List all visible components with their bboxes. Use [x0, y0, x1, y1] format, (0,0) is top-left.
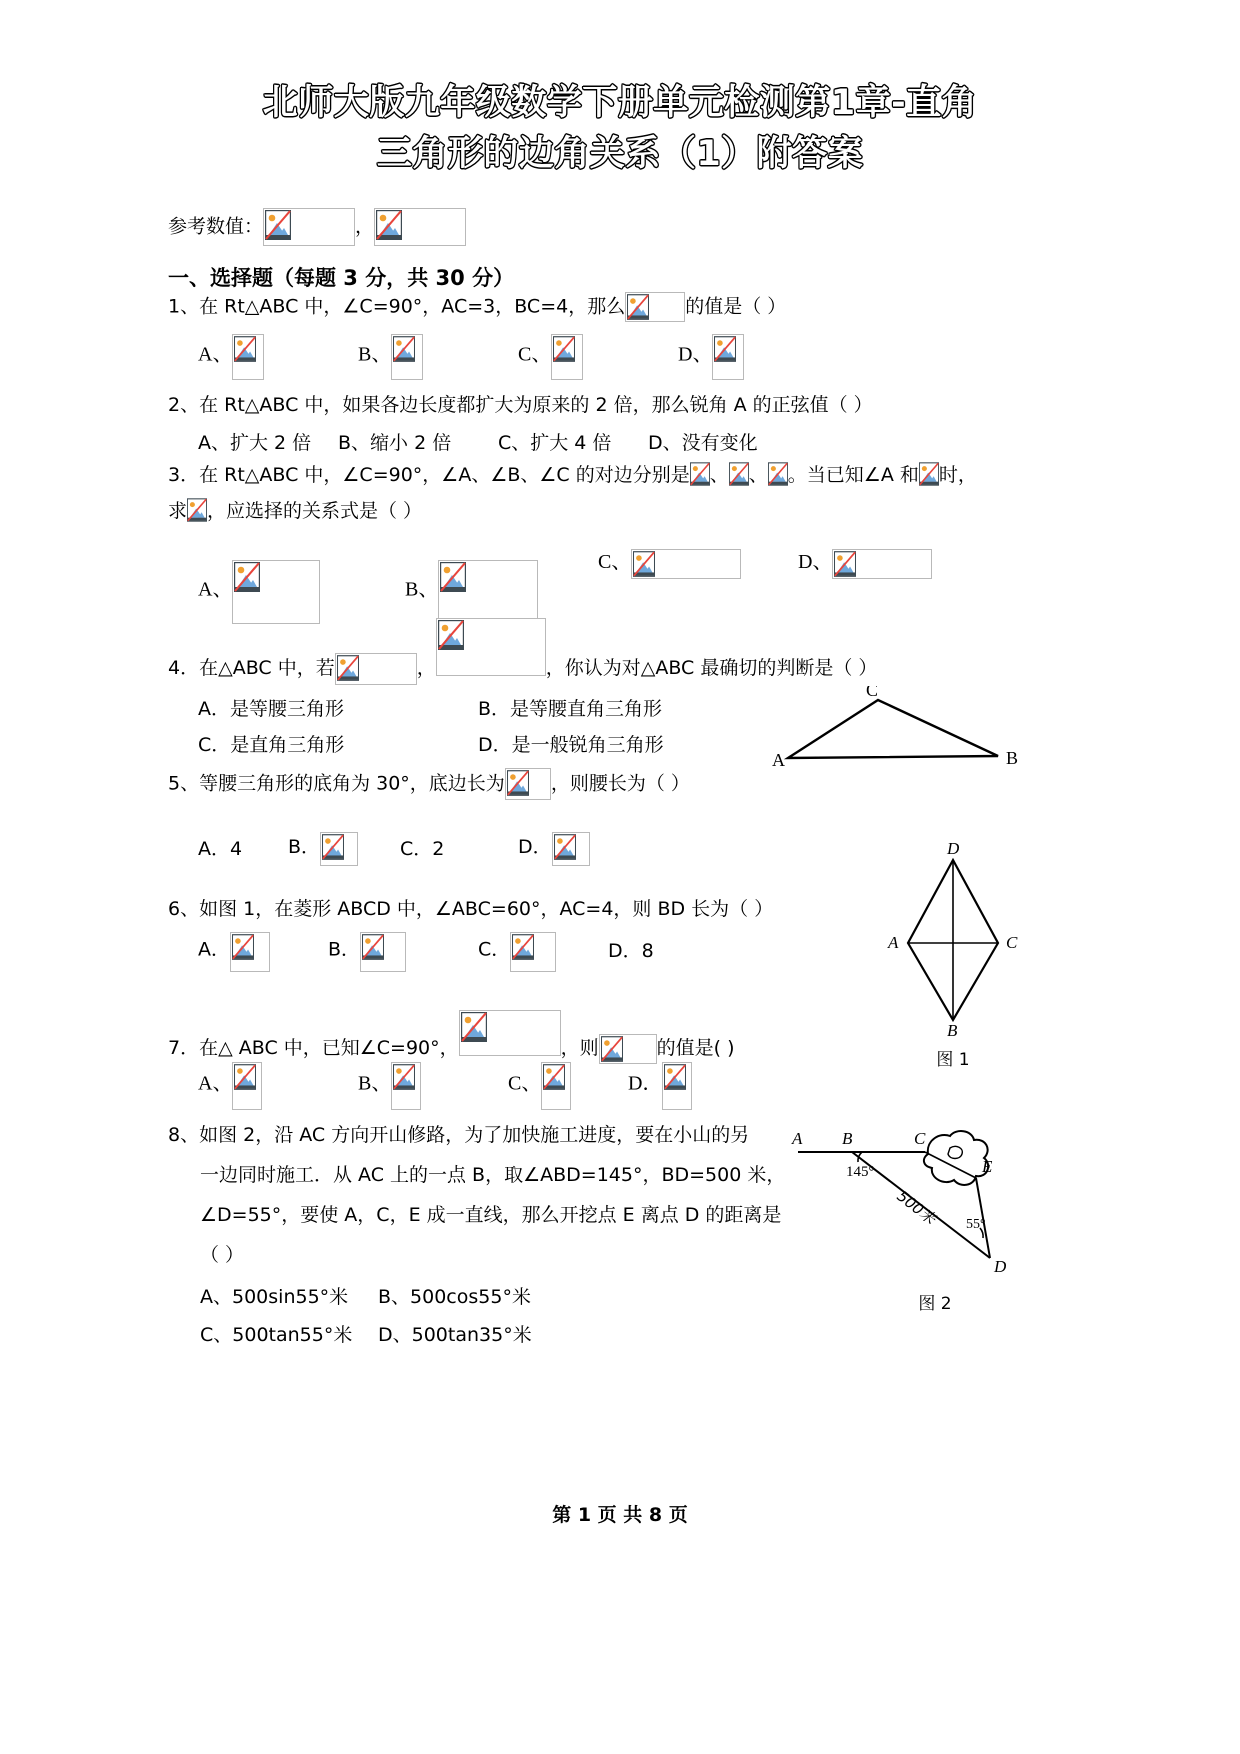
- option-placeholder: [541, 1062, 571, 1110]
- broken-image-icon: [187, 498, 207, 522]
- option-label: B．: [328, 938, 361, 961]
- reference-values-label: 参考数值：: [168, 215, 264, 238]
- question-7-number: 7．: [168, 1037, 200, 1059]
- question-6-option-a[interactable]: [198, 932, 270, 972]
- option-placeholder: [232, 1062, 262, 1110]
- reference-values-separator: ，: [355, 215, 375, 238]
- question-2-option-a[interactable]: A、扩大 2 倍: [198, 432, 312, 454]
- figure-2-caption: 图 2: [918, 1294, 952, 1314]
- question-6-option-b[interactable]: [328, 932, 406, 972]
- broken-image-icon: [714, 336, 736, 362]
- broken-image-icon: [768, 462, 788, 486]
- question-7-option-d[interactable]: [628, 1062, 692, 1110]
- question-3-text-d: 求: [168, 500, 188, 522]
- figure-triangle-abc: [760, 686, 1040, 782]
- question-1-text-a: 在 Rt△ABC 中，∠C=90°，AC=3，BC=4，那么: [199, 295, 626, 318]
- svg-text:C: C: [1006, 933, 1018, 952]
- option-label: D、: [798, 551, 833, 573]
- option-label: C、: [508, 1072, 542, 1095]
- option-label: B．: [288, 836, 321, 858]
- broken-image-icon: [512, 934, 534, 960]
- question-7-option-a[interactable]: [198, 1062, 262, 1110]
- question-8-line-3: ∠D=55°，要使 A，C，E 成一直线，那么开挖点 E 离点 D 的距离是: [200, 1204, 782, 1226]
- question-7-option-b[interactable]: [358, 1062, 421, 1110]
- question-5-option-a[interactable]: A．4: [198, 838, 243, 860]
- title-line-1: 北师大版九年级数学下册单元检测第1章-直角: [262, 83, 978, 123]
- broken-image-icon: [461, 1012, 487, 1042]
- option-label: A、: [198, 1072, 233, 1095]
- figure-mountain-road: [780, 1120, 1030, 1314]
- question-1-number: 1、: [168, 295, 200, 318]
- broken-image-icon: [601, 1036, 623, 1062]
- question-5-option-b[interactable]: [288, 832, 358, 866]
- option-label: A．: [198, 938, 230, 961]
- option-placeholder: [551, 334, 583, 380]
- broken-image-icon: [633, 551, 655, 577]
- question-8-stem-line-1: [168, 1124, 749, 1148]
- broken-image-icon: [438, 620, 464, 650]
- broken-image-icon: [393, 336, 415, 362]
- option-label: B、: [358, 343, 392, 366]
- option-label: D、: [678, 343, 713, 366]
- broken-image-icon: [554, 834, 576, 860]
- option-placeholder: [712, 334, 744, 380]
- question-1-option-d[interactable]: [678, 334, 744, 380]
- option-placeholder: [230, 932, 270, 972]
- question-5-stem: [168, 768, 690, 800]
- broken-image-icon: [232, 934, 254, 960]
- broken-image-icon: [834, 551, 856, 577]
- broken-image-icon: [729, 462, 749, 486]
- svg-text:C: C: [865, 686, 879, 700]
- broken-image-icon: [234, 1064, 256, 1090]
- page-title: [0, 0, 1240, 180]
- question-1-stem: [168, 292, 786, 322]
- broken-image-icon: [393, 1064, 415, 1090]
- figure-rhombus-abcd: [858, 838, 1048, 1070]
- question-8-line-4: （ ）: [200, 1244, 245, 1266]
- question-7-placeholder-2: [599, 1034, 657, 1064]
- option-placeholder: [232, 334, 264, 380]
- question-4-placeholder-1: [335, 653, 417, 685]
- reference-value-placeholder-2: [374, 208, 466, 246]
- question-3-option-a[interactable]: [198, 560, 320, 624]
- option-placeholder: [510, 932, 556, 972]
- section-heading: 一、选择题（每题 3 分，共 30 分）: [168, 266, 515, 290]
- question-7-option-c[interactable]: [508, 1062, 571, 1110]
- question-5-text-a: 等腰三角形的底角为 30°，底边长为: [199, 772, 505, 795]
- option-placeholder: [391, 334, 423, 380]
- option-label: D．: [628, 1072, 663, 1095]
- question-6-text: 如图 1，在菱形 ABCD 中，∠ABC=60°，AC=4，则 BD 长为（ ）: [199, 898, 774, 920]
- option-placeholder: [438, 560, 538, 624]
- option-label: C．: [478, 938, 511, 961]
- question-1-option-a[interactable]: [198, 334, 264, 380]
- question-5-placeholder: [505, 768, 551, 800]
- question-3-text-c: 时，: [938, 464, 977, 486]
- option-label: D．: [518, 836, 552, 858]
- question-6-number: 6、: [168, 898, 200, 920]
- question-5-option-d[interactable]: [518, 832, 590, 866]
- question-7-placeholder-1: [459, 1010, 561, 1056]
- option-placeholder: [832, 549, 932, 579]
- question-8-option-c[interactable]: C、500tan55°米: [200, 1324, 353, 1346]
- question-1-option-b[interactable]: [358, 334, 423, 380]
- question-2-text: 在 Rt△ABC 中，如果各边长度都扩大为原来的 2 倍，那么锐角 A 的正弦值（ ）: [199, 394, 873, 416]
- question-3-option-c[interactable]: [598, 545, 741, 579]
- reference-values-row: [168, 208, 466, 246]
- option-label: B、: [358, 1072, 392, 1095]
- question-4-option-b[interactable]: B．是等腰直角三角形: [478, 698, 663, 720]
- broken-image-icon: [376, 210, 402, 240]
- question-4-text-c: ，你认为对△ABC 最确切的判断是（ ）: [545, 657, 878, 679]
- svg-text:B: B: [842, 1129, 853, 1148]
- svg-text:C: C: [914, 1129, 926, 1148]
- reference-value-placeholder-1: [263, 208, 355, 246]
- option-placeholder: [360, 932, 406, 972]
- svg-text:B: B: [947, 1021, 958, 1038]
- broken-image-icon: [234, 562, 260, 592]
- svg-text:E: E: [982, 1157, 993, 1176]
- question-3-option-b[interactable]: [405, 560, 538, 624]
- question-8-option-a[interactable]: A、500sin55°米: [200, 1286, 349, 1308]
- question-2-option-d[interactable]: D、没有变化: [648, 432, 758, 454]
- broken-image-icon: [690, 462, 710, 486]
- svg-text:A: A: [888, 933, 899, 952]
- question-4-option-a[interactable]: A．是等腰三角形: [198, 698, 344, 720]
- question-6-option-d[interactable]: D．8: [608, 940, 654, 962]
- question-4-option-d[interactable]: D．是一般锐角三角形: [478, 734, 664, 756]
- question-4-placeholder-2: [436, 618, 546, 676]
- option-placeholder: [391, 1062, 421, 1110]
- broken-image-icon: [664, 1064, 686, 1090]
- question-4-stem: [168, 618, 877, 685]
- broken-image-icon: [627, 294, 649, 320]
- question-2-option-b[interactable]: B、缩小 2 倍: [338, 432, 452, 454]
- question-3-text-e: ，应选择的关系式是（ ）: [207, 500, 423, 522]
- broken-image-icon: [322, 834, 344, 860]
- question-8-number: 8、: [168, 1124, 200, 1146]
- question-8-line-2: 一边同时施工．从 AC 上的一点 B，取∠ABD=145°，BD=500 米，: [200, 1164, 786, 1186]
- angle-b-label: 145°: [846, 1164, 875, 1180]
- question-5-option-c[interactable]: C．2: [400, 838, 445, 860]
- option-label: C、: [518, 343, 552, 366]
- option-label: A、: [198, 578, 233, 601]
- question-8-line-1: 如图 2，沿 AC 方向开山修路，为了加快施工进度，要在小山的另: [199, 1124, 750, 1146]
- question-5-number: 5、: [168, 772, 200, 795]
- svg-text:D: D: [994, 1257, 1007, 1276]
- question-7-text-c: 的值是( ): [656, 1037, 735, 1059]
- option-placeholder: [631, 549, 741, 579]
- question-3-stem-line-2: [168, 498, 422, 524]
- question-6-option-c[interactable]: [478, 932, 556, 972]
- option-placeholder: [320, 832, 358, 866]
- question-4-number: 4．: [168, 657, 200, 679]
- question-7-text-b: ，则: [560, 1037, 599, 1059]
- question-7-stem: [168, 1010, 735, 1064]
- question-8-option-d[interactable]: D、500tan35°米: [378, 1324, 532, 1346]
- svg-text:D: D: [947, 839, 960, 858]
- broken-image-icon: [234, 336, 256, 362]
- question-4-option-c[interactable]: C．是直角三角形: [198, 734, 345, 756]
- broken-image-icon: [337, 655, 359, 681]
- question-1-option-c[interactable]: [518, 334, 583, 380]
- broken-image-icon: [265, 210, 291, 240]
- question-4-text-b: ，: [416, 657, 436, 679]
- question-3-option-d[interactable]: [798, 545, 932, 579]
- broken-image-icon: [440, 562, 466, 592]
- page-footer: 第 1 页 共 8 页: [552, 1504, 688, 1526]
- question-3-text-b: 。当已知∠A 和: [787, 464, 919, 486]
- svg-text:B: B: [1006, 748, 1019, 768]
- option-placeholder: [662, 1062, 692, 1110]
- broken-image-icon: [543, 1064, 565, 1090]
- broken-image-icon: [553, 336, 575, 362]
- question-3-text-a: 在 Rt△ABC 中，∠C=90°，∠A、∠B、∠C 的对边分别是: [199, 464, 690, 486]
- question-1-text-b: 的值是（ ）: [685, 295, 787, 318]
- broken-image-icon: [507, 770, 529, 796]
- question-2-number: 2、: [168, 394, 200, 416]
- option-label: A、: [198, 343, 233, 366]
- question-5-text-b: ，则腰长为（ ）: [550, 772, 690, 795]
- svg-text:A: A: [792, 1129, 803, 1148]
- question-1-inline-placeholder: [625, 292, 685, 322]
- option-placeholder: [232, 560, 320, 624]
- title-line-2: 三角形的边角关系（1）附答案: [376, 133, 864, 174]
- question-3-sep-2: 、: [748, 464, 768, 486]
- option-label: B、: [405, 578, 439, 601]
- question-8-option-b[interactable]: B、500cos55°米: [378, 1286, 531, 1308]
- question-2-option-c[interactable]: C、扩大 4 倍: [498, 432, 612, 454]
- question-3-stem-line-1: [168, 462, 977, 488]
- question-2-stem: [168, 394, 873, 418]
- angle-d-label: 55°: [966, 1217, 986, 1232]
- option-label: C、: [598, 551, 632, 573]
- question-6-stem: [168, 898, 773, 922]
- question-7-text-a: 在△ ABC 中，已知∠C=90°，: [199, 1037, 459, 1059]
- question-3-sep-1: 、: [709, 464, 729, 486]
- option-placeholder: [552, 832, 590, 866]
- svg-text:A: A: [772, 750, 785, 770]
- figure-1-caption: 图 1: [936, 1050, 970, 1070]
- broken-image-icon: [919, 462, 939, 486]
- question-3-number: 3．: [168, 464, 200, 486]
- broken-image-icon: [362, 934, 384, 960]
- question-4-text-a: 在△ABC 中，若: [199, 657, 335, 679]
- length-bd-label: 500米: [893, 1186, 940, 1229]
